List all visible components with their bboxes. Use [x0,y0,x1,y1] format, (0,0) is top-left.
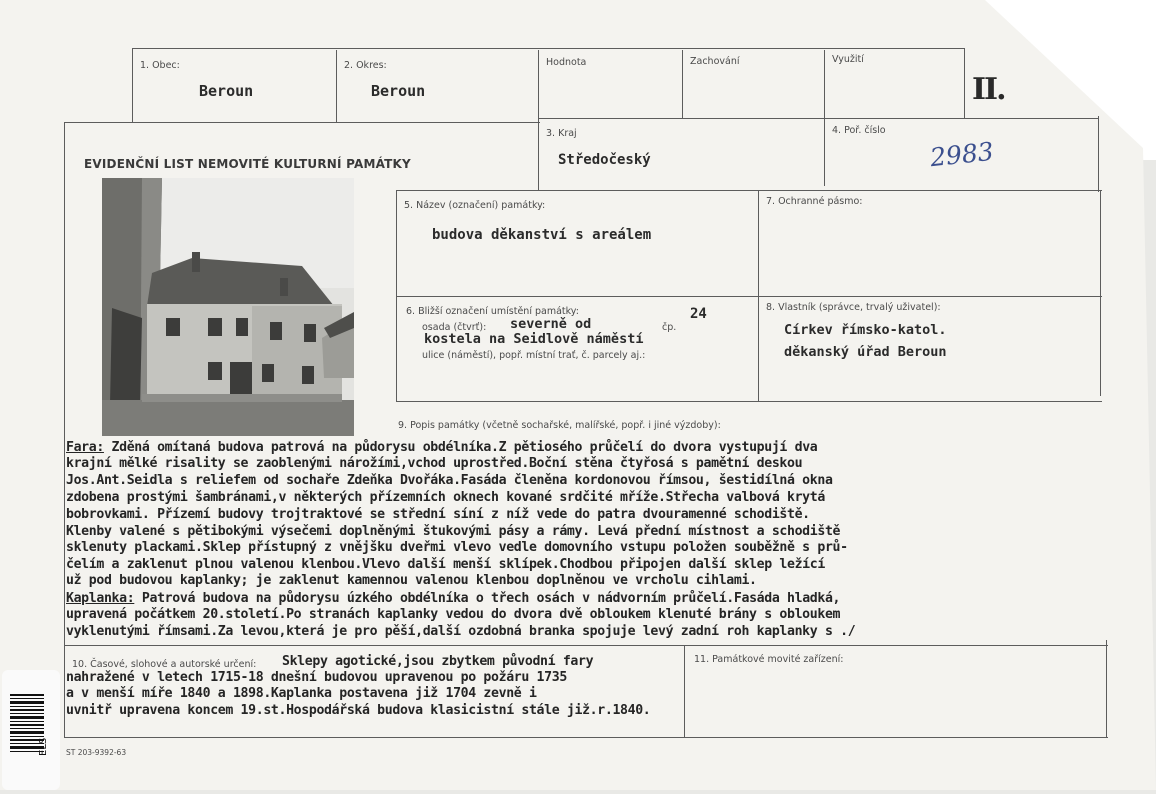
rule [64,737,1108,738]
vlastnik-value-1: Církev římsko-katol. [784,322,947,338]
kraj-value: Středočeský [558,152,651,168]
popis-line: už pod budovou kaplanky; je zaklenut kamennou valenou klenbou doplněnou ve vrcholu cihlami. [66,573,757,588]
rule [396,190,1102,191]
urceni-label: 10. Časové, slohové a autorské určení: [72,659,257,670]
cp-value: 24 [690,306,707,322]
rule [538,118,1098,119]
form-code: ST 203-9392-63 [66,748,127,757]
popis-label: 9. Popis památky (včetně sochařské, malířské, popř. i jiné výzdoby): [398,420,721,431]
kraj-label: 3. Kraj [546,128,577,139]
popis-line: Jos.Ant.Seidla s reliefem od sochaře Zdeňka Dvořáka.Fasáda členěna kordonovou římsou, šestidílná okna [66,473,833,488]
kaplanka-heading: Kaplanka: [66,591,135,606]
umisteni-value-2: kostela na Seidlově náměstí [424,331,644,347]
rule [132,48,965,49]
urceni-line: a v menší míře 1840 a 1898.Kaplanka postavena již 1704 zevně i [66,686,537,701]
rule [1098,116,1099,192]
umisteni-label: 6. Bližší označení umístění památky: [406,306,579,317]
rule [64,645,1108,646]
okres-value: Beroun [371,82,426,100]
rule [682,50,683,118]
por-cislo-value: 2983 [928,136,995,173]
cp-label: čp. [662,322,677,333]
vlastnik-value-2: děkanský úřad Beroun [784,344,947,360]
popis-line: vyklenutými římsami.Za levou,která je pro pěší,další ozdobná branka spojuje levý zadní roh kaplanky s ./ [66,624,856,639]
rule [132,48,133,122]
building-photo [102,178,354,436]
popis-line: krajní mělké risality se zaoblenými nárožími,vchod uprostřed.Boční stěna čtyřosá s pamětní deskou [66,456,803,471]
osada-label: osada (čtvrť): [422,322,487,333]
rule [64,122,540,123]
zachovani-label: Zachování [690,56,740,67]
popis-line: Klenby valené s pětibokými výsečemi doplněnými štukovými pásy a rámy. Levá přední místnost a schodiště [66,524,841,539]
category-mark: II. [972,72,1005,107]
popis-line: čelím a zaklenut plnou valenou klenbou.Vlevo další menší sklípek.Chodbou připojen další sklep ležící [66,557,825,572]
urceni-line: Sklepy agotické,jsou zbytkem původní fary [282,654,594,669]
popis-line: sklenuty plackami.Sklep přístupný z vnějšku dveřmi vlevo vedle domovního vstupu položen souběžně s prů- [66,540,848,555]
rule [396,296,1102,297]
ochranne-pasmo-label: 7. Ochranné pásmo: [766,196,863,207]
popis-line: upravená počátkem 20.století.Po stranách kaplanky vedou do dvora dvě obloukem klenuté brány s obloukem [66,607,841,622]
nazev-label: 5. Název (označení) památky: [404,200,546,211]
hodnota-label: Hodnota [546,57,587,68]
popis-line: bobrovkami. Přízemí budovy trojtraktové se střední síní z níž vede do patra dvouramenné schodiště. [66,507,810,522]
popis-line: Kaplanka: Patrová budova na půdorysu úzkého obdélníka o třech osách v nádvorním průčelí.Fasáda hladká, [66,591,841,606]
form-title: EVIDENČNÍ LIST NEMOVITÉ KULTURNÍ PAMÁTKY [84,157,411,171]
movite-label: 11. Památkové movité zařízení: [694,654,844,665]
nazev-value: budova děkanství s areálem [432,227,652,243]
obec-label: 1. Obec: [140,60,180,71]
ulice-label: ulice (náměstí), popř. místní trať, č. parcely aj.: [422,350,646,361]
vyuziti-label: Využití [832,54,864,65]
rule [684,645,685,737]
popis-line: Fara: Zděná omítaná budova patrová na půdorysu obdélníka.Z pětiosého průčelí do dvora vystupují dva [66,440,818,455]
rule [336,50,337,122]
fara-heading: Fara: [66,440,104,455]
rule [1100,190,1101,396]
popis-line: zdobena prostými šambránami,v některých přízemních oknech kované srdčité mříže.Střecha valbová krytá [66,490,825,505]
barcode-label [2,670,60,790]
por-cislo-label: 4. Poř. číslo [832,125,886,136]
barcode-text: ELS [38,737,49,756]
umisteni-value-1: severně od [510,316,592,332]
rule [538,50,539,190]
barcode-icon [2,670,60,790]
urceni-line: uvnitř upravena koncem 19.st.Hospodářská budova klasicistní stále již.r.1840. [66,703,651,718]
obec-value: Beroun [199,82,254,100]
vlastnik-label: 8. Vlastník (správce, trvalý uživatel): [766,302,941,313]
rule [1106,640,1107,738]
urceni-line: nahražené v letech 1715-18 dnešní budovou upravenou po požáru 1735 [66,670,567,685]
rule [964,48,965,118]
okres-label: 2. Okres: [344,60,387,71]
rule [396,401,1102,402]
